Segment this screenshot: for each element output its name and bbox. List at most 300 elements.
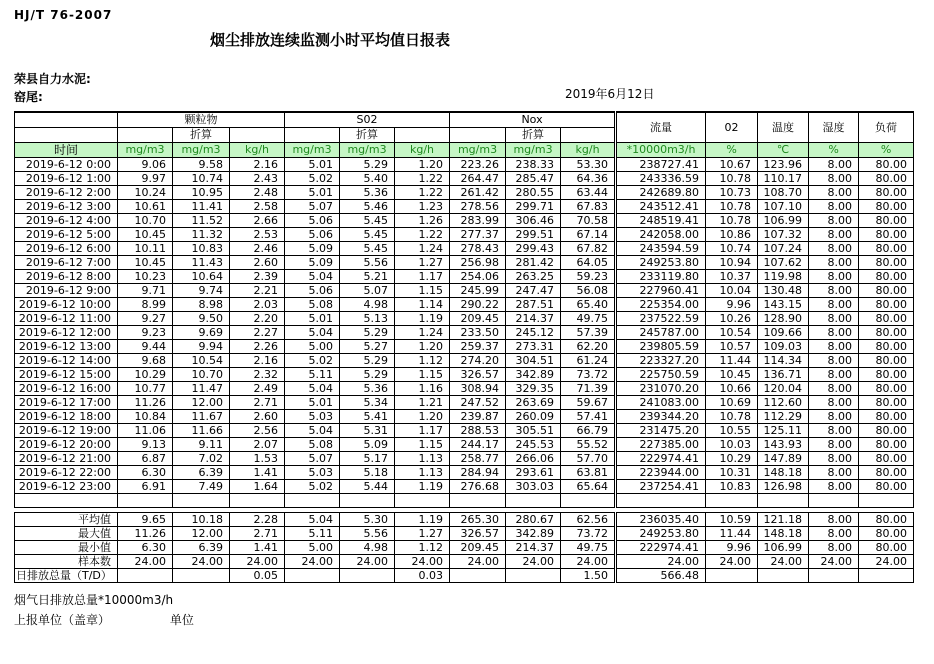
time-cell: 日排放总量（T/D）: [15, 568, 118, 582]
value-cell: 10.55: [706, 423, 758, 437]
value-cell: 57.41: [561, 409, 616, 423]
value-cell: 227960.41: [616, 283, 706, 297]
value-cell: 1.15: [395, 367, 450, 381]
value-cell: 5.41: [340, 409, 395, 423]
value-cell: 306.46: [506, 213, 561, 227]
value-cell: 258.77: [450, 451, 506, 465]
value-cell: 125.11: [758, 423, 809, 437]
value-cell: 247.52: [450, 395, 506, 409]
value-cell: 80.00: [859, 409, 914, 423]
value-cell: 265.30: [450, 512, 506, 526]
value-cell: 2.26: [230, 339, 285, 353]
value-cell: 273.31: [506, 339, 561, 353]
value-cell: [506, 568, 561, 582]
value-cell: 5.00: [285, 540, 340, 554]
header-group-row: [15, 112, 914, 127]
value-cell: [809, 568, 859, 582]
value-cell: [395, 493, 450, 507]
value-cell: 9.71: [118, 283, 173, 297]
time-cell: 2019-6-12 18:00: [15, 409, 118, 423]
value-cell: 1.13: [395, 465, 450, 479]
value-cell: 10.84: [118, 409, 173, 423]
value-cell: 10.54: [173, 353, 230, 367]
value-cell: 10.26: [706, 311, 758, 325]
header-temperature: 温度: [758, 112, 809, 142]
value-cell: 5.01: [285, 185, 340, 199]
value-cell: 8.00: [809, 199, 859, 213]
value-cell: 11.44: [706, 526, 758, 540]
value-cell: [859, 568, 914, 582]
converted-header-pm: 折算: [173, 127, 230, 142]
value-cell: 259.37: [450, 339, 506, 353]
table-row: [15, 339, 914, 353]
value-cell: 2.56: [230, 423, 285, 437]
value-cell: 9.13: [118, 437, 173, 451]
value-cell: 5.02: [285, 171, 340, 185]
value-cell: 237254.41: [616, 479, 706, 493]
value-cell: 8.00: [809, 540, 859, 554]
value-cell: 107.32: [758, 227, 809, 241]
value-cell: 5.36: [340, 381, 395, 395]
value-cell: 1.14: [395, 297, 450, 311]
value-cell: 247.47: [506, 283, 561, 297]
value-cell: 24.00: [340, 554, 395, 568]
value-cell: 5.06: [285, 213, 340, 227]
value-cell: 107.24: [758, 241, 809, 255]
value-cell: 8.00: [809, 269, 859, 283]
time-cell: 最大值: [15, 526, 118, 540]
value-cell: 7.49: [173, 479, 230, 493]
value-cell: 5.29: [340, 325, 395, 339]
value-cell: 1.22: [395, 185, 450, 199]
value-cell: 10.57: [706, 339, 758, 353]
value-cell: 10.74: [706, 241, 758, 255]
summary-row: [15, 540, 914, 554]
value-cell: 11.66: [173, 423, 230, 437]
value-cell: 73.72: [561, 526, 616, 540]
value-cell: 2.60: [230, 409, 285, 423]
value-cell: 8.98: [173, 297, 230, 311]
table-row: [15, 283, 914, 297]
value-cell: 245.99: [450, 283, 506, 297]
value-cell: 10.86: [706, 227, 758, 241]
header-load: 负荷: [859, 112, 914, 142]
value-cell: 2.07: [230, 437, 285, 451]
table-row: [15, 157, 914, 171]
value-cell: 24.00: [173, 554, 230, 568]
value-cell: 1.21: [395, 395, 450, 409]
value-cell: 1.19: [395, 311, 450, 325]
value-cell: 248519.41: [616, 213, 706, 227]
value-cell: 126.98: [758, 479, 809, 493]
value-cell: 10.61: [118, 199, 173, 213]
report-date: 2019年6月12日: [565, 87, 655, 101]
time-cell: 2019-6-12 16:00: [15, 381, 118, 395]
time-cell: 2019-6-12 19:00: [15, 423, 118, 437]
report-table-body: [15, 157, 914, 582]
footer-line: [14, 611, 934, 628]
table-row: [15, 227, 914, 241]
value-cell: 5.21: [340, 269, 395, 283]
time-cell: 2019-6-12 22:00: [15, 465, 118, 479]
value-cell: 9.58: [173, 157, 230, 171]
value-cell: 2.32: [230, 367, 285, 381]
value-cell: 24.00: [706, 554, 758, 568]
time-cell: 2019-6-12 4:00: [15, 213, 118, 227]
value-cell: 256.98: [450, 255, 506, 269]
value-cell: 114.34: [758, 353, 809, 367]
value-cell: 80.00: [859, 227, 914, 241]
value-cell: 148.18: [758, 465, 809, 479]
value-cell: 225750.59: [616, 367, 706, 381]
value-cell: 10.03: [706, 437, 758, 451]
value-cell: 56.08: [561, 283, 616, 297]
value-cell: 80.00: [859, 185, 914, 199]
table-row: [15, 311, 914, 325]
value-cell: 11.67: [173, 409, 230, 423]
value-cell: 6.39: [173, 465, 230, 479]
value-cell: 9.69: [173, 325, 230, 339]
value-cell: 10.29: [706, 451, 758, 465]
value-cell: 12.00: [173, 526, 230, 540]
header-units-row: [15, 142, 914, 157]
value-cell: 59.67: [561, 395, 616, 409]
value-cell: 80.00: [859, 269, 914, 283]
value-cell: [118, 493, 173, 507]
value-cell: 8.00: [809, 526, 859, 540]
value-cell: 278.56: [450, 199, 506, 213]
value-cell: 63.44: [561, 185, 616, 199]
value-cell: 10.31: [706, 465, 758, 479]
value-cell: 9.65: [118, 512, 173, 526]
value-cell: 130.48: [758, 283, 809, 297]
value-cell: 304.51: [506, 353, 561, 367]
value-cell: 566.48: [616, 568, 706, 582]
value-cell: 223.26: [450, 157, 506, 171]
value-cell: 239.87: [450, 409, 506, 423]
value-cell: 1.41: [230, 465, 285, 479]
unit-header: mg/m3: [506, 142, 561, 157]
value-cell: 0.05: [230, 568, 285, 582]
value-cell: 109.66: [758, 325, 809, 339]
value-cell: 5.31: [340, 423, 395, 437]
value-cell: 10.77: [118, 381, 173, 395]
value-cell: 71.39: [561, 381, 616, 395]
value-cell: 1.24: [395, 325, 450, 339]
value-cell: 1.20: [395, 339, 450, 353]
unit-header: %: [809, 142, 859, 157]
value-cell: 1.19: [395, 479, 450, 493]
value-cell: 308.94: [450, 381, 506, 395]
value-cell: 8.00: [809, 367, 859, 381]
value-cell: 9.68: [118, 353, 173, 367]
time-cell: 最小值: [15, 540, 118, 554]
value-cell: 5.08: [285, 437, 340, 451]
value-cell: [506, 493, 561, 507]
value-cell: 5.07: [340, 283, 395, 297]
value-cell: 5.30: [340, 512, 395, 526]
header-flow: 流量: [616, 112, 706, 142]
value-cell: 10.70: [173, 367, 230, 381]
value-cell: 80.00: [859, 255, 914, 269]
value-cell: 136.71: [758, 367, 809, 381]
value-cell: 239805.59: [616, 339, 706, 353]
value-cell: [758, 568, 809, 582]
value-cell: [450, 568, 506, 582]
value-cell: 24.00: [859, 554, 914, 568]
value-cell: 80.00: [859, 381, 914, 395]
value-cell: 2.16: [230, 353, 285, 367]
value-cell: 10.78: [706, 409, 758, 423]
value-cell: 11.44: [706, 353, 758, 367]
value-cell: 10.69: [706, 395, 758, 409]
value-cell: 222974.41: [616, 540, 706, 554]
value-cell: 280.67: [506, 512, 561, 526]
unit-header: %: [859, 142, 914, 157]
value-cell: 2.46: [230, 241, 285, 255]
value-cell: 287.51: [506, 297, 561, 311]
value-cell: 263.69: [506, 395, 561, 409]
value-cell: 80.00: [859, 526, 914, 540]
blank-header-cell: [285, 127, 340, 142]
value-cell: 5.17: [340, 451, 395, 465]
value-cell: 1.22: [395, 227, 450, 241]
value-cell: 24.00: [395, 554, 450, 568]
value-cell: 276.68: [450, 479, 506, 493]
time-cell: 2019-6-12 17:00: [15, 395, 118, 409]
value-cell: 1.20: [395, 157, 450, 171]
standard-code: HJ/T 76-2007: [14, 8, 113, 22]
value-cell: 242058.00: [616, 227, 706, 241]
value-cell: 9.97: [118, 171, 173, 185]
value-cell: 9.06: [118, 157, 173, 171]
table-row: [15, 395, 914, 409]
table-row: [15, 171, 914, 185]
value-cell: 2.60: [230, 255, 285, 269]
value-cell: 121.18: [758, 512, 809, 526]
blank-header-cell: [230, 127, 285, 142]
value-cell: 6.87: [118, 451, 173, 465]
value-cell: 283.99: [450, 213, 506, 227]
value-cell: [859, 493, 914, 507]
daily-flow-total-label: 烟气日排放总量*10000m3/h: [14, 592, 174, 607]
value-cell: 1.27: [395, 255, 450, 269]
value-cell: 10.67: [706, 157, 758, 171]
value-cell: 10.66: [706, 381, 758, 395]
value-cell: 62.20: [561, 339, 616, 353]
value-cell: [173, 493, 230, 507]
station-line: [14, 88, 934, 104]
reporting-unit-label: 上报单位（盖章）: [14, 612, 111, 627]
value-cell: 67.82: [561, 241, 616, 255]
value-cell: [616, 493, 706, 507]
value-cell: 10.54: [706, 325, 758, 339]
header-humidity: 湿度: [809, 112, 859, 142]
value-cell: 112.60: [758, 395, 809, 409]
value-cell: 7.02: [173, 451, 230, 465]
value-cell: 209.45: [450, 311, 506, 325]
summary-row: [15, 554, 914, 568]
value-cell: 5.56: [340, 255, 395, 269]
value-cell: 8.00: [809, 339, 859, 353]
value-cell: 249253.80: [616, 526, 706, 540]
value-cell: 5.04: [285, 423, 340, 437]
blank-header-cell: [15, 127, 118, 142]
value-cell: 245787.00: [616, 325, 706, 339]
value-cell: 2.58: [230, 199, 285, 213]
value-cell: 5.03: [285, 465, 340, 479]
value-cell: 11.32: [173, 227, 230, 241]
value-cell: 5.11: [285, 526, 340, 540]
value-cell: [340, 493, 395, 507]
value-cell: 64.36: [561, 171, 616, 185]
value-cell: 239344.20: [616, 409, 706, 423]
value-cell: 8.00: [809, 512, 859, 526]
time-cell: 2019-6-12 12:00: [15, 325, 118, 339]
value-cell: 24.00: [506, 554, 561, 568]
value-cell: 70.58: [561, 213, 616, 227]
value-cell: 1.50: [561, 568, 616, 582]
value-cell: 11.06: [118, 423, 173, 437]
value-cell: 8.00: [809, 157, 859, 171]
unit-header: mg/m3: [340, 142, 395, 157]
value-cell: 66.79: [561, 423, 616, 437]
value-cell: 8.00: [809, 353, 859, 367]
value-cell: 67.83: [561, 199, 616, 213]
value-cell: 8.00: [809, 171, 859, 185]
value-cell: 109.03: [758, 339, 809, 353]
value-cell: 112.29: [758, 409, 809, 423]
value-cell: 10.04: [706, 283, 758, 297]
value-cell: 65.40: [561, 297, 616, 311]
value-cell: 5.09: [285, 241, 340, 255]
value-cell: 245.53: [506, 437, 561, 451]
value-cell: 80.00: [859, 465, 914, 479]
time-cell: 2019-6-12 13:00: [15, 339, 118, 353]
value-cell: 222974.41: [616, 451, 706, 465]
value-cell: 223944.00: [616, 465, 706, 479]
value-cell: 5.01: [285, 311, 340, 325]
value-cell: 6.30: [118, 540, 173, 554]
blank-header-cell: [561, 127, 616, 142]
summary-row: [15, 526, 914, 540]
value-cell: 106.99: [758, 540, 809, 554]
value-cell: 1.15: [395, 437, 450, 451]
value-cell: 0.03: [395, 568, 450, 582]
value-cell: 11.26: [118, 526, 173, 540]
value-cell: 107.10: [758, 199, 809, 213]
value-cell: 57.39: [561, 325, 616, 339]
value-cell: 233.50: [450, 325, 506, 339]
value-cell: 11.41: [173, 199, 230, 213]
table-row: [15, 423, 914, 437]
value-cell: 5.03: [285, 409, 340, 423]
value-cell: 8.00: [809, 423, 859, 437]
value-cell: 80.00: [859, 451, 914, 465]
value-cell: 284.94: [450, 465, 506, 479]
value-cell: 11.26: [118, 395, 173, 409]
value-cell: 9.23: [118, 325, 173, 339]
value-cell: [561, 493, 616, 507]
value-cell: [173, 568, 230, 582]
value-cell: 241083.00: [616, 395, 706, 409]
value-cell: 231475.20: [616, 423, 706, 437]
value-cell: [706, 568, 758, 582]
value-cell: 227385.00: [616, 437, 706, 451]
unit-label: 单位: [169, 612, 194, 627]
blank-header-cell: [15, 112, 118, 127]
value-cell: 4.98: [340, 540, 395, 554]
unit-header: kg/h: [395, 142, 450, 157]
value-cell: 243336.59: [616, 171, 706, 185]
value-cell: 10.83: [173, 241, 230, 255]
value-cell: 5.09: [340, 437, 395, 451]
value-cell: 1.16: [395, 381, 450, 395]
value-cell: 5.27: [340, 339, 395, 353]
value-cell: 274.20: [450, 353, 506, 367]
value-cell: 263.25: [506, 269, 561, 283]
value-cell: 260.09: [506, 409, 561, 423]
value-cell: [285, 568, 340, 582]
value-cell: 1.27: [395, 526, 450, 540]
value-cell: 8.00: [809, 465, 859, 479]
value-cell: 1.13: [395, 451, 450, 465]
value-cell: 10.83: [706, 479, 758, 493]
value-cell: 147.89: [758, 451, 809, 465]
value-cell: 5.40: [340, 171, 395, 185]
value-cell: 80.00: [859, 437, 914, 451]
value-cell: 80.00: [859, 395, 914, 409]
value-cell: 243594.59: [616, 241, 706, 255]
value-cell: 80.00: [859, 297, 914, 311]
time-cell: 2019-6-12 6:00: [15, 241, 118, 255]
value-cell: 5.56: [340, 526, 395, 540]
value-cell: 11.52: [173, 213, 230, 227]
value-cell: 2.39: [230, 269, 285, 283]
value-cell: 110.17: [758, 171, 809, 185]
table-row: [15, 269, 914, 283]
value-cell: 10.11: [118, 241, 173, 255]
blank-row: [15, 493, 914, 507]
table-row: [15, 255, 914, 269]
value-cell: 225354.00: [616, 297, 706, 311]
header-o2: 02: [706, 112, 758, 142]
value-cell: 80.00: [859, 199, 914, 213]
value-cell: 243512.41: [616, 199, 706, 213]
value-cell: 2.27: [230, 325, 285, 339]
value-cell: 342.89: [506, 367, 561, 381]
value-cell: 80.00: [859, 157, 914, 171]
value-cell: 214.37: [506, 540, 561, 554]
time-cell: 样本数: [15, 554, 118, 568]
value-cell: 1.26: [395, 213, 450, 227]
table-row: [15, 241, 914, 255]
value-cell: 238.33: [506, 157, 561, 171]
value-cell: 1.12: [395, 540, 450, 554]
value-cell: 12.00: [173, 395, 230, 409]
value-cell: 8.00: [809, 395, 859, 409]
value-cell: 2.48: [230, 185, 285, 199]
value-cell: 5.00: [285, 339, 340, 353]
value-cell: 236035.40: [616, 512, 706, 526]
value-cell: 80.00: [859, 325, 914, 339]
converted-header-nox: 折算: [506, 127, 561, 142]
table-row: [15, 479, 914, 493]
table-row: [15, 409, 914, 423]
table-row: [15, 353, 914, 367]
company-name: 荣县自力水泥:: [14, 72, 91, 86]
value-cell: 5.04: [285, 269, 340, 283]
